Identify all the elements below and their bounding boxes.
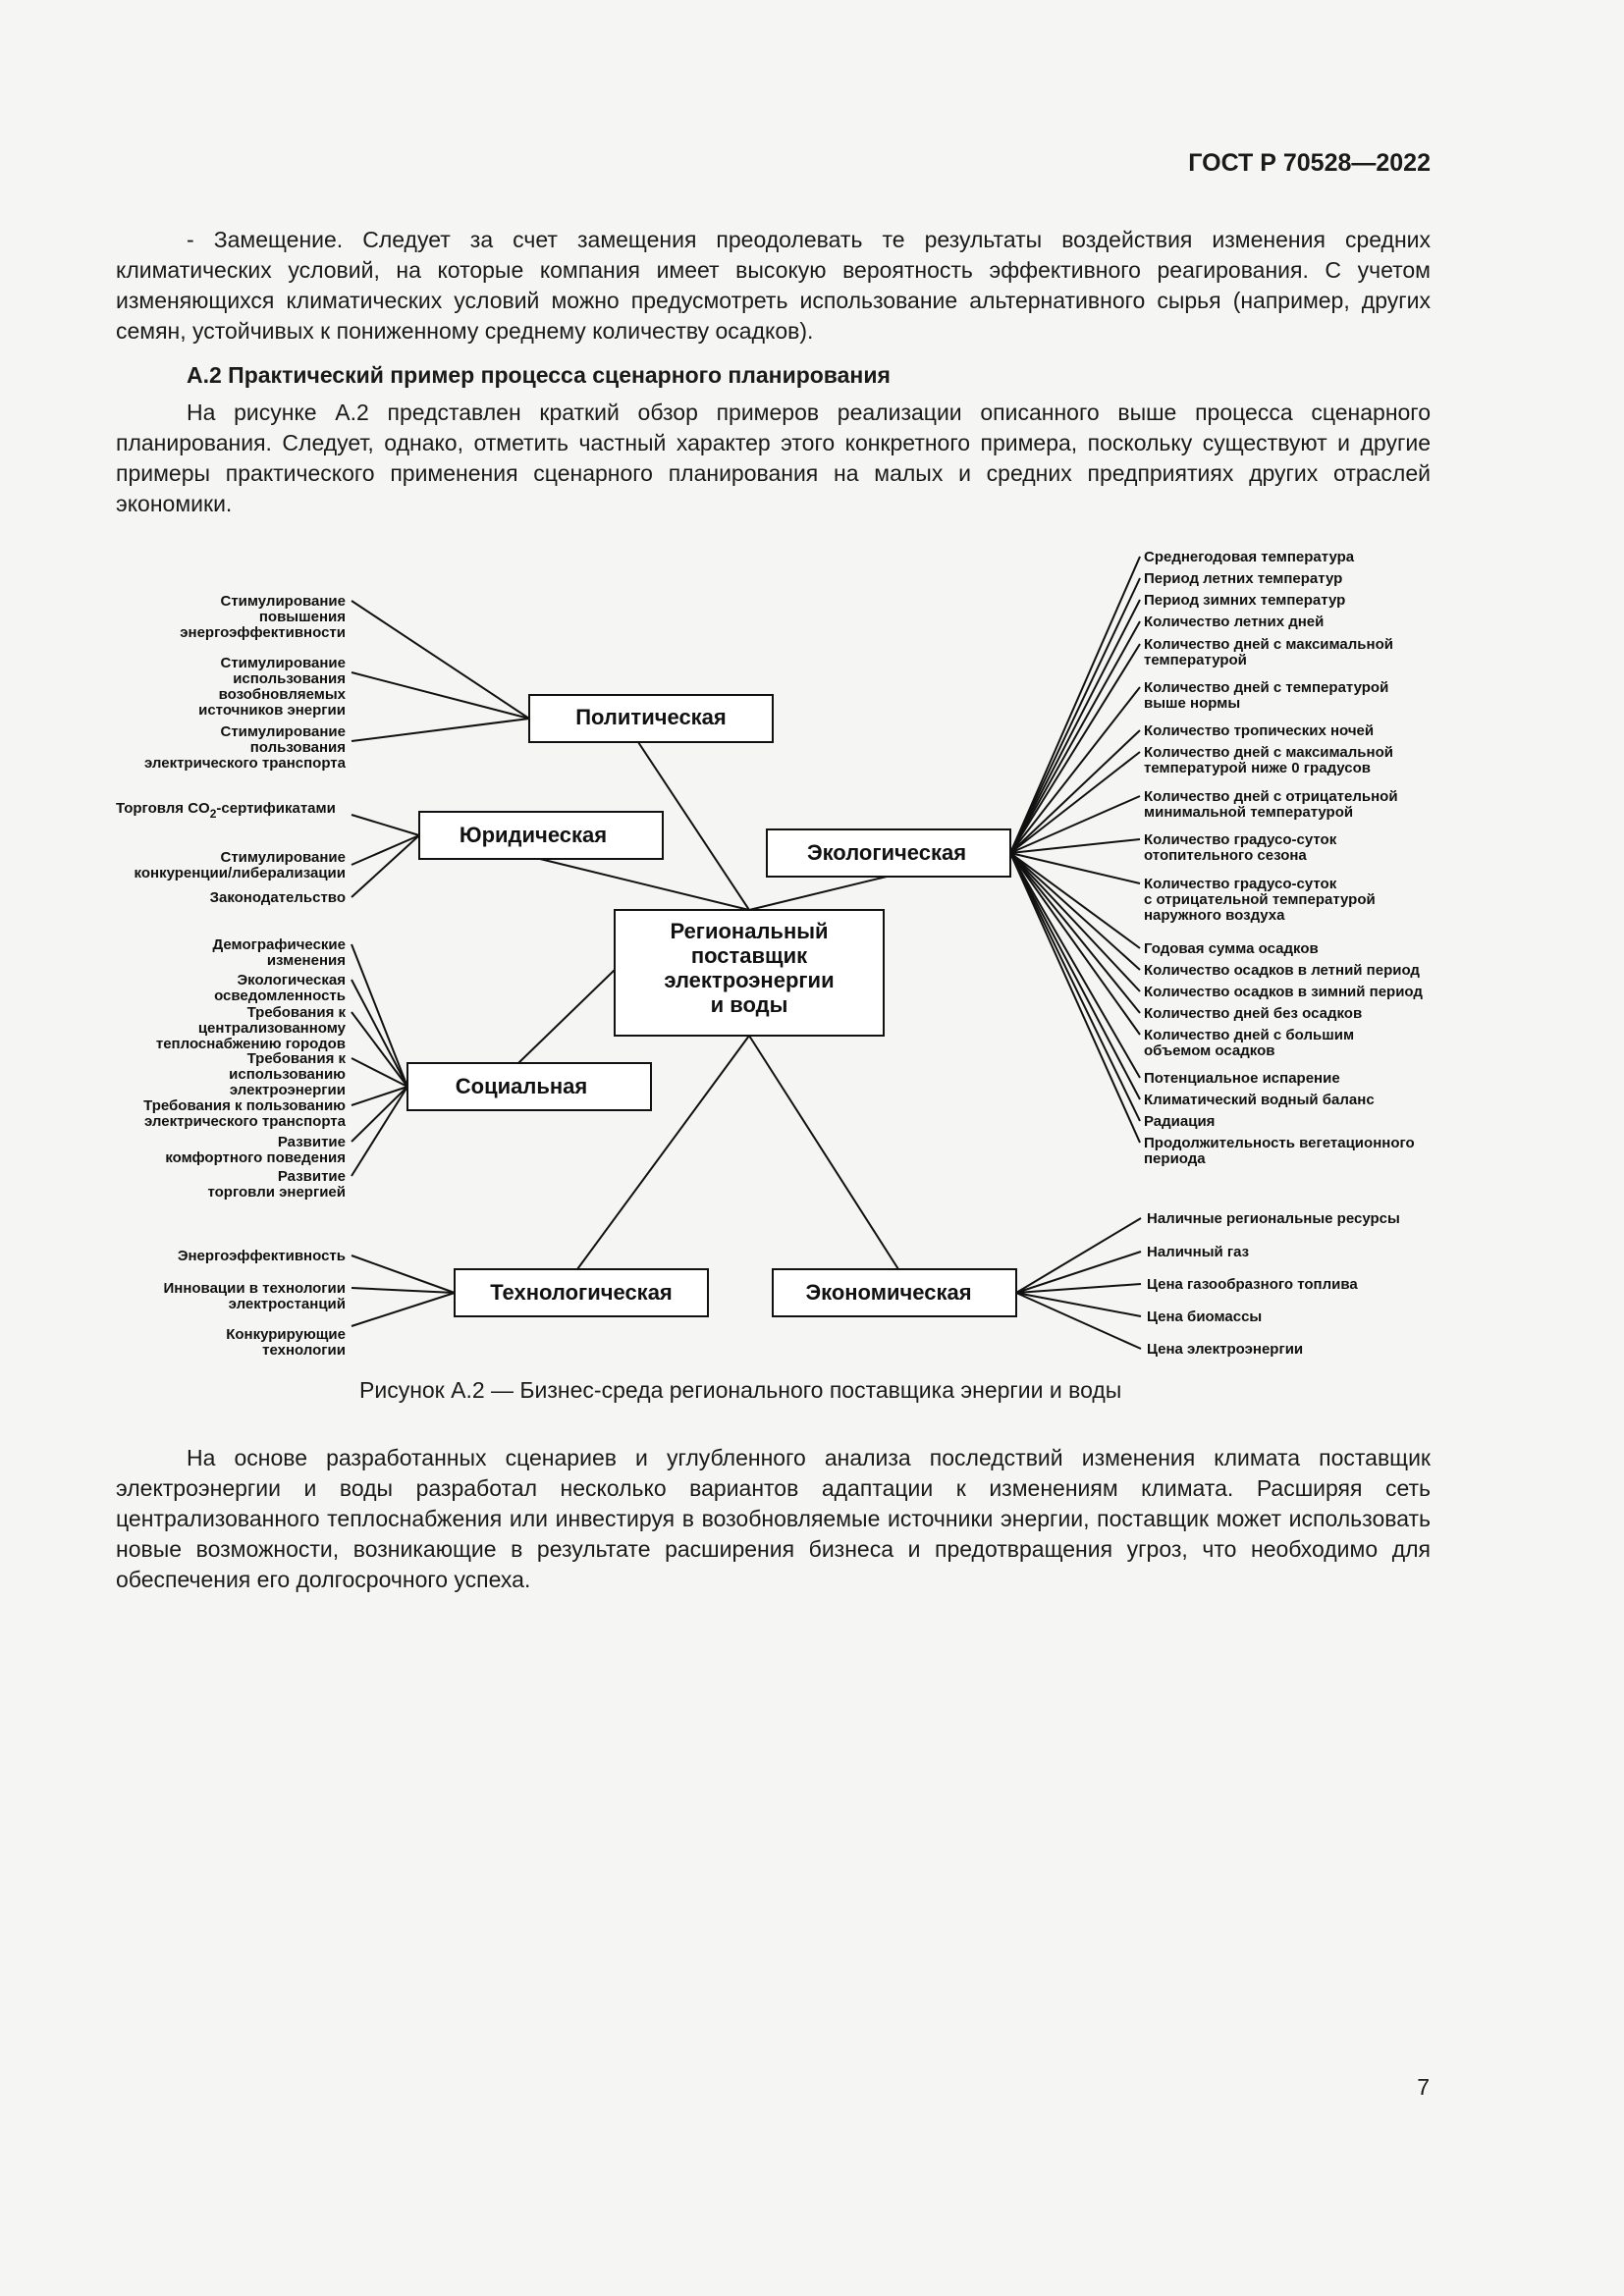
technological-connector [352, 1293, 455, 1326]
ecological-to-center [749, 877, 887, 910]
section-paragraph: На рисунке А.2 представлен краткий обзор примеров реализации описанного выше процесса сценарного планирования. Следует, однако, отметить частный характер этого конкретного примера, поскольку существуют и другие примеры практического применения сценарного планирования на малых и средних предприятиях других отраслей экономики. [116, 400, 1431, 516]
economic-connector [1016, 1293, 1141, 1316]
ecological-item: Радиация [1144, 1113, 1216, 1130]
ecological-item: Количество дней с температурой выше нормы [1144, 679, 1389, 712]
economic-connector [1016, 1293, 1141, 1349]
ecological-item: Количество осадков в зимний период [1144, 984, 1423, 1000]
conclusion-block [116, 1443, 1431, 1595]
intro-block [116, 225, 1431, 347]
ecological-connector [1010, 853, 1140, 970]
ecological-item: Климатический водный баланс [1144, 1092, 1375, 1108]
social-connector [352, 1012, 407, 1087]
legal-connector [352, 835, 419, 897]
ecological-item: Количество осадков в летний период [1144, 962, 1420, 979]
technological-label: Технологическая [490, 1280, 673, 1305]
economic-connector [1016, 1252, 1141, 1293]
social-connector [352, 944, 407, 1087]
technological-item: Инновации в технологии электростанций [163, 1280, 346, 1312]
ecological-item: Продолжительность вегетационного периода [1144, 1135, 1415, 1167]
political-item: Стимулирование пользования электрического транспорта [144, 723, 346, 772]
ecological-item: Потенциальное испарение [1144, 1070, 1340, 1087]
section-title: А.2 Практический пример процесса сценарного планирования [187, 362, 891, 388]
ecological-connector [1010, 853, 1140, 991]
ecological-connector [1010, 578, 1140, 853]
center-line-1: Региональный [670, 919, 829, 943]
figure-caption: Рисунок А.2 — Бизнес-среда регионального поставщика энергии и воды [359, 1377, 1122, 1403]
intro-paragraph: - Замещение. Следует за счет замещения преодолевать те результаты воздействия изменения средних климатических условий, на которые компания имеет высокую вероятность эффективного реагирования. С учетом изменяющихся климатических условий можно предусмотреть использование альтернативного сырья (например, других семян, устойчивых к пониженному среднему количеству осадков). [116, 227, 1431, 344]
social-connector [352, 980, 407, 1087]
social-item: Требования к использованию электроэнергии [229, 1050, 346, 1098]
social-connector [352, 1087, 407, 1142]
ecological-connector [1010, 600, 1140, 853]
ecological-connector [1010, 853, 1140, 1035]
political-label: Политическая [575, 705, 727, 729]
economic-item: Цена биомассы [1147, 1308, 1263, 1325]
ecological-connector [1010, 853, 1140, 1121]
technological-connector [352, 1288, 455, 1293]
social-label: Социальная [455, 1074, 588, 1098]
economic-item: Наличные региональные ресурсы [1147, 1210, 1400, 1227]
co2-suffix: -сертификатами [216, 800, 336, 817]
ecological-connector [1010, 687, 1140, 853]
social-connector [352, 1087, 407, 1176]
ecological-item: Количество дней без осадков [1144, 1005, 1363, 1022]
legal-co2-connector [352, 815, 419, 835]
ecological-item: Количество дней с максимальной температурой ниже 0 градусов [1144, 744, 1393, 776]
business-environment-diagram [0, 530, 1624, 1374]
legal-connector [352, 835, 419, 865]
ecological-connector [1010, 853, 1140, 1099]
ecological-connector [1010, 796, 1140, 853]
ecological-label: Экологическая [806, 840, 967, 865]
social-item: Требования к централизованному теплоснабжению городов [155, 1004, 346, 1052]
ecological-item: Количество градусо-суток отопительного сезона [1144, 831, 1337, 864]
economic-connector [1016, 1218, 1141, 1293]
legal-co2-item [116, 800, 336, 821]
economic-connector [1016, 1284, 1141, 1293]
social-item: Развитие комфортного поведения [165, 1134, 346, 1166]
ecological-connector [1010, 839, 1140, 853]
political-connector [352, 672, 529, 719]
political-connector [352, 719, 529, 741]
ecological-item: Количество градусо-суток с отрицательной температурой наружного воздуха [1144, 876, 1376, 924]
legal-item: Стимулирование конкуренции/либерализации [134, 849, 346, 881]
ecological-item: Период летних температур [1144, 570, 1343, 587]
economic-item: Цена электроэнергии [1147, 1341, 1304, 1358]
ecological-item: Годовая сумма осадков [1144, 940, 1319, 957]
ecological-item: Период зимних температур [1144, 592, 1346, 609]
ecological-connector [1010, 752, 1140, 853]
economic-item: Наличный газ [1147, 1244, 1250, 1260]
ecological-item: Количество дней с большим объемом осадков [1144, 1027, 1355, 1059]
center-line-4: и воды [710, 992, 788, 1017]
technological-item: Конкурирующие технологии [226, 1326, 346, 1359]
ecological-connector [1010, 853, 1140, 1078]
document-code: ГОСТ Р 70528—2022 [1188, 149, 1431, 177]
ecological-item: Количество летних дней [1144, 614, 1325, 630]
ecological-connector [1010, 853, 1140, 1143]
legal-label: Юридическая [459, 823, 608, 847]
co2-subscript: 2 [209, 807, 217, 821]
technological-connector [352, 1255, 455, 1293]
conclusion-paragraph: На основе разработанных сценариев и углубленного анализа последствий изменения климата поставщик электроэнергии и воды разработал несколько вариантов адаптации к изменениям климата. Расширяя сеть централизованного теплоснабжения или инвестируя в возобновляемые источники энергии, поставщик может использовать новые возможности, возникающие в результате расширения бизнеса и предотвращения угроз, что необходимо для обеспечения его долгосрочного успеха. [116, 1445, 1431, 1592]
co2-prefix: Торговля CO [116, 800, 210, 817]
economic-label: Экономическая [805, 1280, 972, 1305]
economic-item: Цена газообразного топлива [1147, 1276, 1358, 1293]
page-number: 7 [1417, 2074, 1430, 2100]
section-block [116, 398, 1431, 519]
social-item: Демографические изменения [212, 936, 346, 969]
ecological-connector [1010, 621, 1140, 853]
social-item: Требования к пользованию электрического транспорта [143, 1097, 346, 1130]
ecological-item: Количество дней с отрицательной минимальной температурой [1144, 788, 1398, 821]
ecological-connector [1010, 557, 1140, 853]
social-to-center [518, 970, 615, 1063]
ecological-item: Количество дней с максимальной температурой [1144, 636, 1393, 668]
legal-to-center [540, 859, 749, 910]
political-item: Стимулирование использования возобновляемых источников энергии [198, 655, 346, 719]
technological-item: Энергоэффективность [177, 1248, 346, 1264]
center-line-2: поставщик [690, 943, 808, 968]
political-connector [352, 601, 529, 719]
center-line-3: электроэнергии [664, 968, 835, 992]
social-item: Развитие торговли энергией [207, 1168, 346, 1201]
social-item: Экологическая осведомленность [214, 972, 346, 1004]
legal-item: Законодательство [209, 889, 346, 906]
economic-to-center [749, 1036, 898, 1269]
ecological-item: Среднегодовая температура [1144, 549, 1355, 565]
ecological-item: Количество тропических ночей [1144, 722, 1375, 739]
political-item: Стимулирование повышения энергоэффективности [180, 593, 346, 641]
